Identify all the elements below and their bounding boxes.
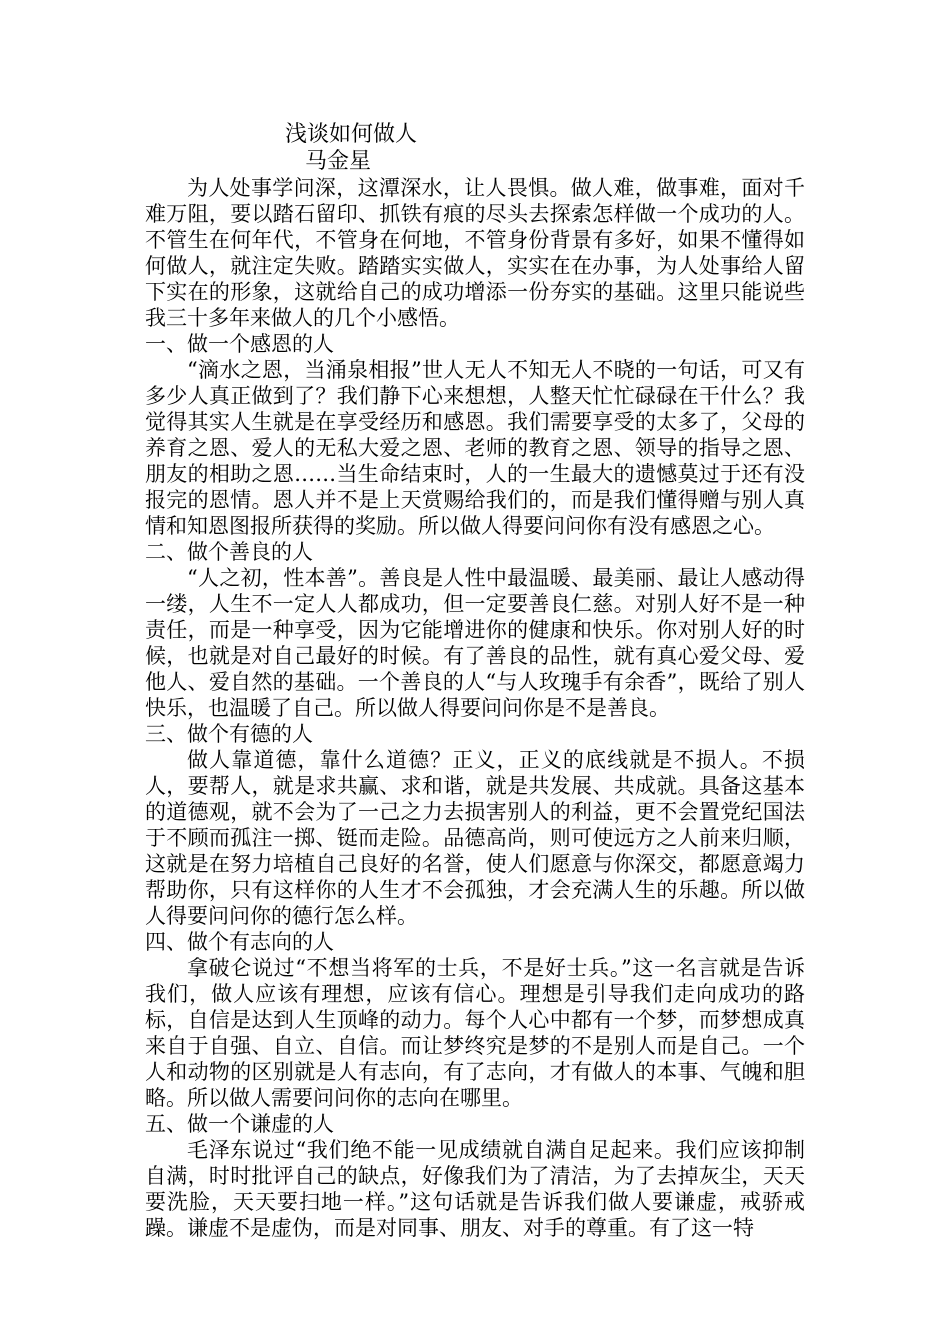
- section-body-2: “人之初，性本善”。善良是人性中最温暖、最美丽、最让人感动得一缕，人生不一定人人都成功，但一定要善良仁慈。对别人好不是一种责任，而是一种享受，因为它能增进你的健康和快乐。你对别人好的时候，也就是对自己最好的时候。有了善良的品性，就有真心爱父母、爱他人、爱自然的基础。一个善良的人“与人玫瑰手有余香”，既给了别人快乐，也温暖了自己。所以做人得要问问你是不是善良。: [145, 566, 805, 720]
- section-body-4: 拿破仑说过“不想当将军的士兵，不是好士兵。”这一名言就是告诉我们，做人应该有理想，应该有信心。理想是引导我们走向成功的路标，自信是达到人生顶峰的动力。每个人心中都有一个梦，而梦想成真来自于自强、自立、自信。而让梦终究是梦的不是别人而是自己。一个人和动物的区别就是人有志向，有了志向，才有做人的本事、气魄和胆略。所以做人需要问问你的志向在哪里。: [145, 956, 805, 1110]
- document-page: [145, 121, 805, 1241]
- section-heading-3: 三、做个有德的人: [145, 722, 313, 746]
- section-body-1: “滴水之恩，当涌泉相报”世人无人不知无人不晓的一句话，可又有多少人真正做到了？我们静下心来想想，人整天忙忙碌碌在干什么？我觉得其实人生就是在享受经历和感恩。我们需要享受的太多了，父母的养育之恩、爱人的无私大爱之恩、老师的教育之恩、领导的指导之恩、朋友的相助之恩……当生命结束时，人的一生最大的遗憾莫过于还有没报完的恩情。恩人并不是上天赏赐给我们的，而是我们懂得赠与别人真情和知恩图报所获得的奖励。所以做人得要问问你有没有感恩之心。: [145, 358, 805, 538]
- section-heading-5: 五、做一个谦虚的人: [145, 1112, 334, 1136]
- section-body-3: 做人靠道德，靠什么道德？正义，正义的底线就是不损人。不损人，要帮人，就是求共赢、求和谐，就是共发展、共成就。具备这基本的道德观，就不会为了一己之力去损害别人的利益，更不会置党纪国法于不顾而孤注一掷、铤而走险。品德高尚，则可使远方之人前来归顺，这就是在努力培植自己良好的名誉，使人们愿意与你深交，都愿意竭力帮助你，只有这样你的人生才不会孤独，才会充满人生的乐趣。所以做人得要问问你的德行怎么样。: [145, 748, 805, 928]
- section-heading-1: 一、做一个感恩的人: [145, 332, 334, 356]
- section-heading-4: 四、做个有志向的人: [145, 930, 334, 954]
- section-body-5: 毛泽东说过“我们绝不能一见成绩就自满自足起来。我们应该抑制自满，时时批评自己的缺点，好像我们为了清洁，为了去掉灰尘，天天要洗脸，天天要扫地一样。”这句话就是告诉我们做人要谦虚，戒骄戒躁。谦虚不是虚伪，而是对同事、朋友、对手的尊重。有了这一特: [145, 1138, 805, 1240]
- page-title: 浅谈如何做人: [285, 122, 418, 147]
- intro-paragraph: 为人处事学问深，这潭深水，让人畏惧。做人难，做事难，面对千难万阻，要以踏石留印、抓铁有痕的尽头去探索怎样做一个成功的人。不管生在何年代，不管身在何地，不管身份背景有多好，如果不懂得如何做人，就注定失败。踏踏实实做人，实实在在办事，为人处事给人留下实在的形象，这就给自己的成功增添一份夯实的基础。这里只能说些我三十多年来做人的几个小感悟。: [145, 176, 805, 330]
- author-name: 马金星: [305, 149, 372, 174]
- section-heading-2: 二、做个善良的人: [145, 540, 313, 564]
